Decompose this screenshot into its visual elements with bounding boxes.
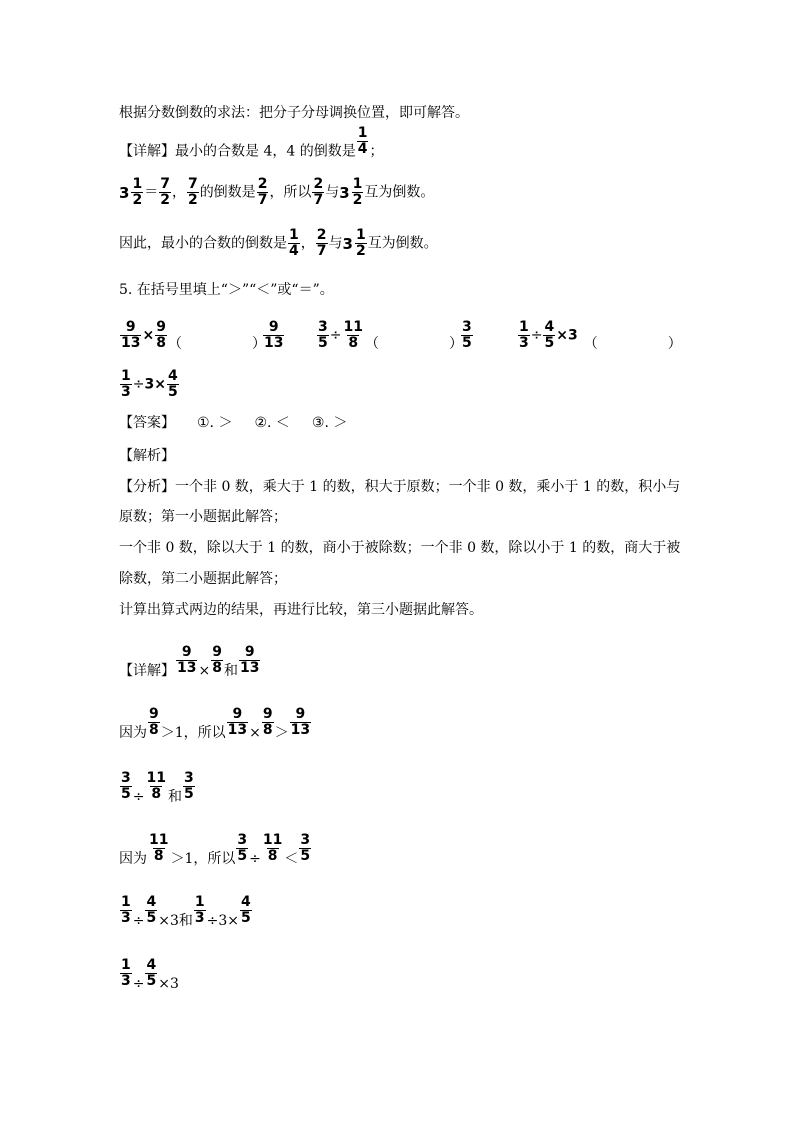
detail-line-reciprocal xyxy=(119,177,434,208)
reason-line-2 xyxy=(119,832,312,867)
text: ＞1 xyxy=(170,850,194,867)
answer-blank-3[interactable]: （ ） xyxy=(583,335,682,352)
text: 因为 xyxy=(119,850,147,867)
detail-compare-3 xyxy=(119,894,253,929)
answer-blank-2[interactable]: （ ） xyxy=(364,335,463,352)
q5-expr-3-left xyxy=(517,320,682,351)
answer-2: ②. ＜ xyxy=(254,415,290,431)
divide-sign: ÷ xyxy=(132,975,145,992)
answer-label: 【答案】 xyxy=(119,415,175,431)
text: 与 xyxy=(325,184,340,201)
fraction: $\frac{3}{5}$ xyxy=(318,319,328,351)
punct: ， xyxy=(171,184,186,201)
answer-line xyxy=(119,413,347,433)
detail-line-smallest-composite xyxy=(119,125,384,167)
fraction: $\frac{3}{5}$ xyxy=(121,770,131,802)
analysis-line-4: 除数，第二小题据此解答； xyxy=(119,571,287,587)
analysis-line-1: 【分析】一个非 0 数，乘大于 1 的数，积大于原数；一个非 0 数，乘小于 1 的数，积小与 xyxy=(119,479,681,495)
fraction: $\frac{3}{5}$ xyxy=(237,832,248,864)
fraction: $\frac{1}{4}$ xyxy=(289,227,299,259)
times-sign: × xyxy=(227,912,240,929)
detail-text: 最小的合数是 4，4 的倒数是 xyxy=(175,143,356,160)
fraction: $\frac{4}{5}$ xyxy=(241,894,251,926)
times-sign: × xyxy=(249,724,261,741)
analysis-line-2: 原数；第一小题据此解答； xyxy=(119,509,287,525)
number: 3 xyxy=(144,376,155,393)
fraction: $\frac{9}{13}$ xyxy=(239,644,260,676)
fraction: $\frac{1}{3}$ xyxy=(121,894,131,926)
fraction: $\frac{4}{5}$ xyxy=(544,319,555,351)
times-sign: × xyxy=(154,376,166,393)
answer-1: ①. ＞ xyxy=(197,415,233,431)
text: 和 xyxy=(223,662,238,679)
fraction: $\frac{9}{8}$ xyxy=(262,706,273,738)
punct: ； xyxy=(369,143,384,160)
gt-sign: ＞ xyxy=(274,724,289,741)
text: 和 xyxy=(178,912,193,929)
text: 的倒数是 xyxy=(199,184,256,201)
number: 3 xyxy=(567,327,578,344)
times-sign: × xyxy=(198,662,211,679)
text: 互为倒数。 xyxy=(364,184,435,201)
question-5-title: 5. 在括号里填上“＞”“＜”或“＝”。 xyxy=(119,282,334,298)
number: 3 xyxy=(218,912,228,929)
times-sign: × xyxy=(556,327,568,344)
fraction: $\frac{2}{7}$ xyxy=(257,176,268,208)
q5-expr-3-right xyxy=(119,369,180,400)
q5-expr-2-right xyxy=(460,320,474,351)
lt-sign: ＜ xyxy=(284,850,299,867)
divide-sign: ÷ xyxy=(530,327,543,344)
text: 与 xyxy=(328,235,343,252)
analysis-label: 【解析】 xyxy=(119,448,175,464)
analysis-line-5: 计算出算式两边的结果，再进行比较，第三小题据此解答。 xyxy=(119,602,483,618)
text: ，所以 xyxy=(183,724,226,741)
divide-sign: ÷ xyxy=(132,788,145,805)
fraction: $\frac{2}{7}$ xyxy=(316,227,327,259)
fraction: $\frac{9}{8}$ xyxy=(149,706,159,738)
fraction: $\frac{9}{8}$ xyxy=(212,644,222,676)
number: 3 xyxy=(169,975,179,992)
fraction: $\frac{4}{5}$ xyxy=(146,957,157,989)
fraction: $\frac{2}{7}$ xyxy=(313,176,324,208)
times-sign: × xyxy=(158,975,170,992)
text: 因此，最小的合数的倒数是 xyxy=(119,235,287,252)
fraction: $\frac{9}{13}$ xyxy=(227,706,248,738)
fraction: $\frac{9}{13}$ xyxy=(121,319,141,351)
answer-blank-1[interactable]: （ ） xyxy=(167,335,266,352)
conclusion-line xyxy=(119,228,438,259)
fraction: $\frac{11}{8}$ xyxy=(146,770,166,802)
fraction: $\frac{11}{8}$ xyxy=(262,832,283,864)
equals-sign: ＝ xyxy=(144,184,159,201)
text: ＞1 xyxy=(160,724,184,741)
fraction: $\frac{1}{3}$ xyxy=(194,894,205,926)
times-sign: × xyxy=(158,912,170,929)
q5-expr-2-left xyxy=(316,320,463,351)
fraction: $\frac{3}{5}$ xyxy=(462,319,472,351)
answer-3: ③. ＞ xyxy=(311,415,348,431)
fraction: $\frac{1}{3}$ xyxy=(121,368,131,400)
divide-sign: ÷ xyxy=(132,376,145,393)
fraction: $\frac{1}{3}$ xyxy=(121,957,131,989)
divide-sign: ÷ xyxy=(206,912,219,929)
text: 和 xyxy=(167,788,182,805)
detail-label: 【详解】 xyxy=(119,143,175,160)
fraction: $\frac{9}{13}$ xyxy=(264,319,284,351)
fraction: $\frac{7}{2}$ xyxy=(187,176,198,208)
fraction: $\frac{4}{5}$ xyxy=(146,894,157,926)
fraction: $\frac{3}{5}$ xyxy=(300,832,311,864)
explanation-line: 根据分数倒数的求法：把分子分母调换位置，即可解答。 xyxy=(119,105,469,121)
punct: ， xyxy=(300,235,315,252)
fraction: $\frac{4}{5}$ xyxy=(167,368,178,400)
text: 因为 xyxy=(119,724,147,741)
q5-expr-1-right xyxy=(262,320,285,351)
analysis-line-3: 一个非 0 数，除以大于 1 的数，商小于被除数；一个非 0 数，除以小于 1 的数，商大于被 xyxy=(119,540,681,556)
fraction: $\frac{3}{5}$ xyxy=(183,770,194,802)
divide-sign: ÷ xyxy=(249,850,261,867)
fraction: $\frac{11}{8}$ xyxy=(149,832,169,864)
detail-label: 【详解】 xyxy=(119,662,175,679)
mixed-number: 3 1 2 xyxy=(339,176,363,208)
fraction: $\frac{9}{13}$ xyxy=(290,706,311,738)
detail-compare-1 xyxy=(119,644,261,679)
fraction: $\frac{1}{3}$ xyxy=(519,319,529,351)
fraction: $\frac{9}{13}$ xyxy=(177,644,197,676)
fraction: $\frac{1}{4}$ xyxy=(357,125,368,157)
divide-sign: ÷ xyxy=(132,912,145,929)
times-sign: × xyxy=(142,327,155,344)
number: 3 xyxy=(169,912,179,929)
fraction: $\frac{7}{2}$ xyxy=(160,176,170,208)
fraction: $\frac{9}{8}$ xyxy=(156,319,166,351)
detail-calc-3 xyxy=(119,957,179,992)
detail-compare-2 xyxy=(119,770,196,805)
mixed-number: 3 1 2 xyxy=(119,176,143,208)
mixed-number: 3 1 2 xyxy=(342,227,366,259)
text: ，所以 xyxy=(193,850,236,867)
q5-expr-1-left xyxy=(119,320,266,351)
text: ，所以 xyxy=(269,184,312,201)
text: 互为倒数。 xyxy=(367,235,438,252)
reason-line-1 xyxy=(119,706,312,741)
fraction: $\frac{11}{8}$ xyxy=(343,319,363,351)
divide-sign: ÷ xyxy=(329,327,342,344)
